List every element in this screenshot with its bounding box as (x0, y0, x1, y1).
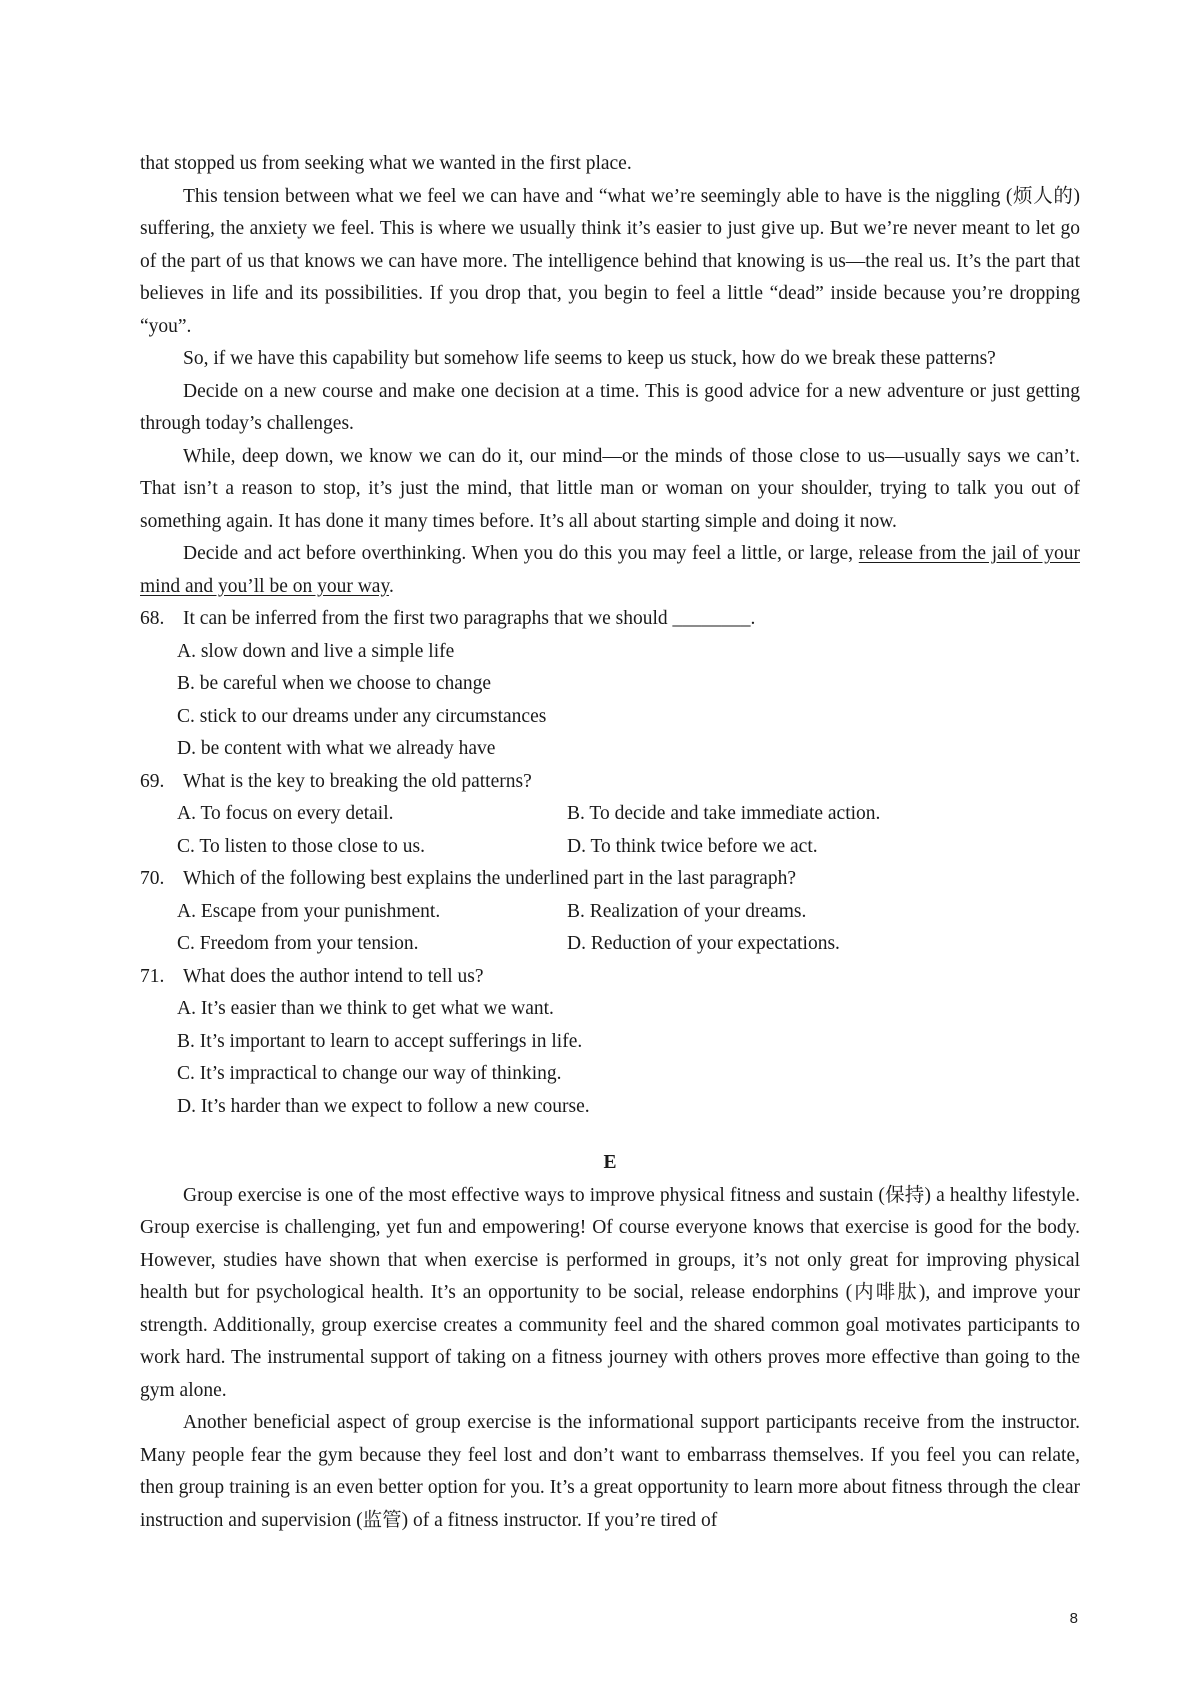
option-c: C. Freedom from your tension. (177, 933, 419, 954)
passage-d-paragraph-2: So, if we have this capability but somehow life seems to keep us stuck, how do we break these patterns? (183, 348, 996, 369)
option-d: D. To think twice before we act. (567, 835, 818, 857)
question-69 (140, 766, 1080, 864)
question-number: 70. (140, 868, 165, 889)
question-stem: Which of the following best explains the underlined part in the last paragraph? (183, 868, 796, 889)
passage-d-continued-line: that stopped us from seeking what we wanted in the first place. (140, 153, 632, 174)
passage-d-paragraph-1: This tension between what we feel we can have and “what we’re seemingly able to have is the niggling (烦人的) suffering, the anxiety we feel. This is where we usually think it’s easier to just give up. But we’re never meant to let go of the part of us that knows we can have more. The intelligence behind that knowing is us—the real us. It’s the part that believes in life and its possibilities. If you drop that, you begin to feel a little “dead” inside because you’re dropping “you”. (140, 185, 1080, 337)
exam-page-body (140, 148, 1080, 1537)
question-stem: It can be inferred from the first two paragraphs that we should ________. (183, 608, 756, 629)
option-b: B. It’s important to learn to accept sufferings in life. (177, 1030, 583, 1052)
paragraph-5-text: Decide and act before overthinking. When you do this you may feel a little, or large, (183, 543, 859, 564)
question-70 (140, 863, 1080, 961)
option-a: A. Escape from your punishment. (177, 900, 441, 922)
option-c: C. It’s impractical to change our way of thinking. (177, 1063, 562, 1084)
passage-d-paragraph-5 (140, 538, 1080, 603)
question-71 (140, 961, 1080, 1124)
option-a: A. It’s easier than we think to get what we want. (177, 998, 554, 1019)
option-c: C. stick to our dreams under any circumstances (177, 705, 547, 727)
question-number: 69. (140, 770, 165, 792)
question-stem: What is the key to breaking the old patterns? (183, 770, 532, 792)
option-b: B. Realization of your dreams. (567, 900, 807, 922)
option-a: A. To focus on every detail. (177, 803, 394, 824)
paragraph-5-end: . (388, 575, 394, 597)
question-68 (140, 603, 1080, 766)
passage-d-paragraph-3: Decide on a new course and make one decision at a time. This is good advice for a new adventure or just getting through today’s challenges. (140, 380, 1080, 434)
option-b: B. be careful when we choose to change (177, 673, 492, 694)
question-number: 71. (140, 965, 165, 987)
option-c: C. To listen to those close to us. (177, 835, 425, 857)
option-a: A. slow down and live a simple life (177, 640, 455, 662)
question-number: 68. (140, 608, 165, 629)
question-stem: What does the author intend to tell us? (183, 965, 484, 987)
passage-e-paragraph-1: Group exercise is one of the most effective ways to improve physical fitness and sustain (保持) a healthy lifestyle. Group exercise is challenging, yet fun and empowering! Of course everyone knows that exercise is good for the body. However, studies have shown that when exercise is performed in groups, it’s not only great for improving physical health but for psychological health. It’s an opportunity to be social, release endorphins (内啡肽), and improve your strength. Additionally, group exercise creates a community feel and the shared common goal motivates participants to work hard. The instrumental support of taking on a fitness journey with others proves more effective than going to the gym alone. (140, 1184, 1080, 1401)
section-e-title: E (603, 1152, 617, 1173)
option-b: B. To decide and take immediate action. (567, 803, 881, 824)
answer-options (140, 798, 1080, 863)
page-number: 8 (1069, 1610, 1078, 1627)
passage-d-paragraph-4: While, deep down, we know we can do it, our mind—or the minds of those close to us—usually says we can’t. That isn’t a reason to stop, it’s just the mind, that little man or woman on your shoulder, trying to talk you out of something again. It has done it many times before. It’s all about starting simple and doing it now. (140, 445, 1080, 532)
option-d: D. be content with what we already have (177, 738, 496, 759)
option-d: D. It’s harder than we expect to follow a new course. (177, 1095, 590, 1117)
passage-e-paragraph-2: Another beneficial aspect of group exercise is the informational support participants receive from the instructor. Many people fear the gym because they feel lost and don’t want to embarrass themselves. If you feel you can relate, then group training is an even better option for you. It’s a great opportunity to learn more about fitness through the clear instruction and supervision (监管) of a fitness instructor. If you’re tired of (140, 1412, 1080, 1531)
answer-options (140, 896, 1080, 961)
answer-options (140, 636, 1080, 766)
option-d: D. Reduction of your expectations. (567, 933, 840, 954)
answer-options (140, 993, 1080, 1123)
underlined-phrase: release from the jail of your mind and you’ll be on your way (140, 543, 1080, 597)
